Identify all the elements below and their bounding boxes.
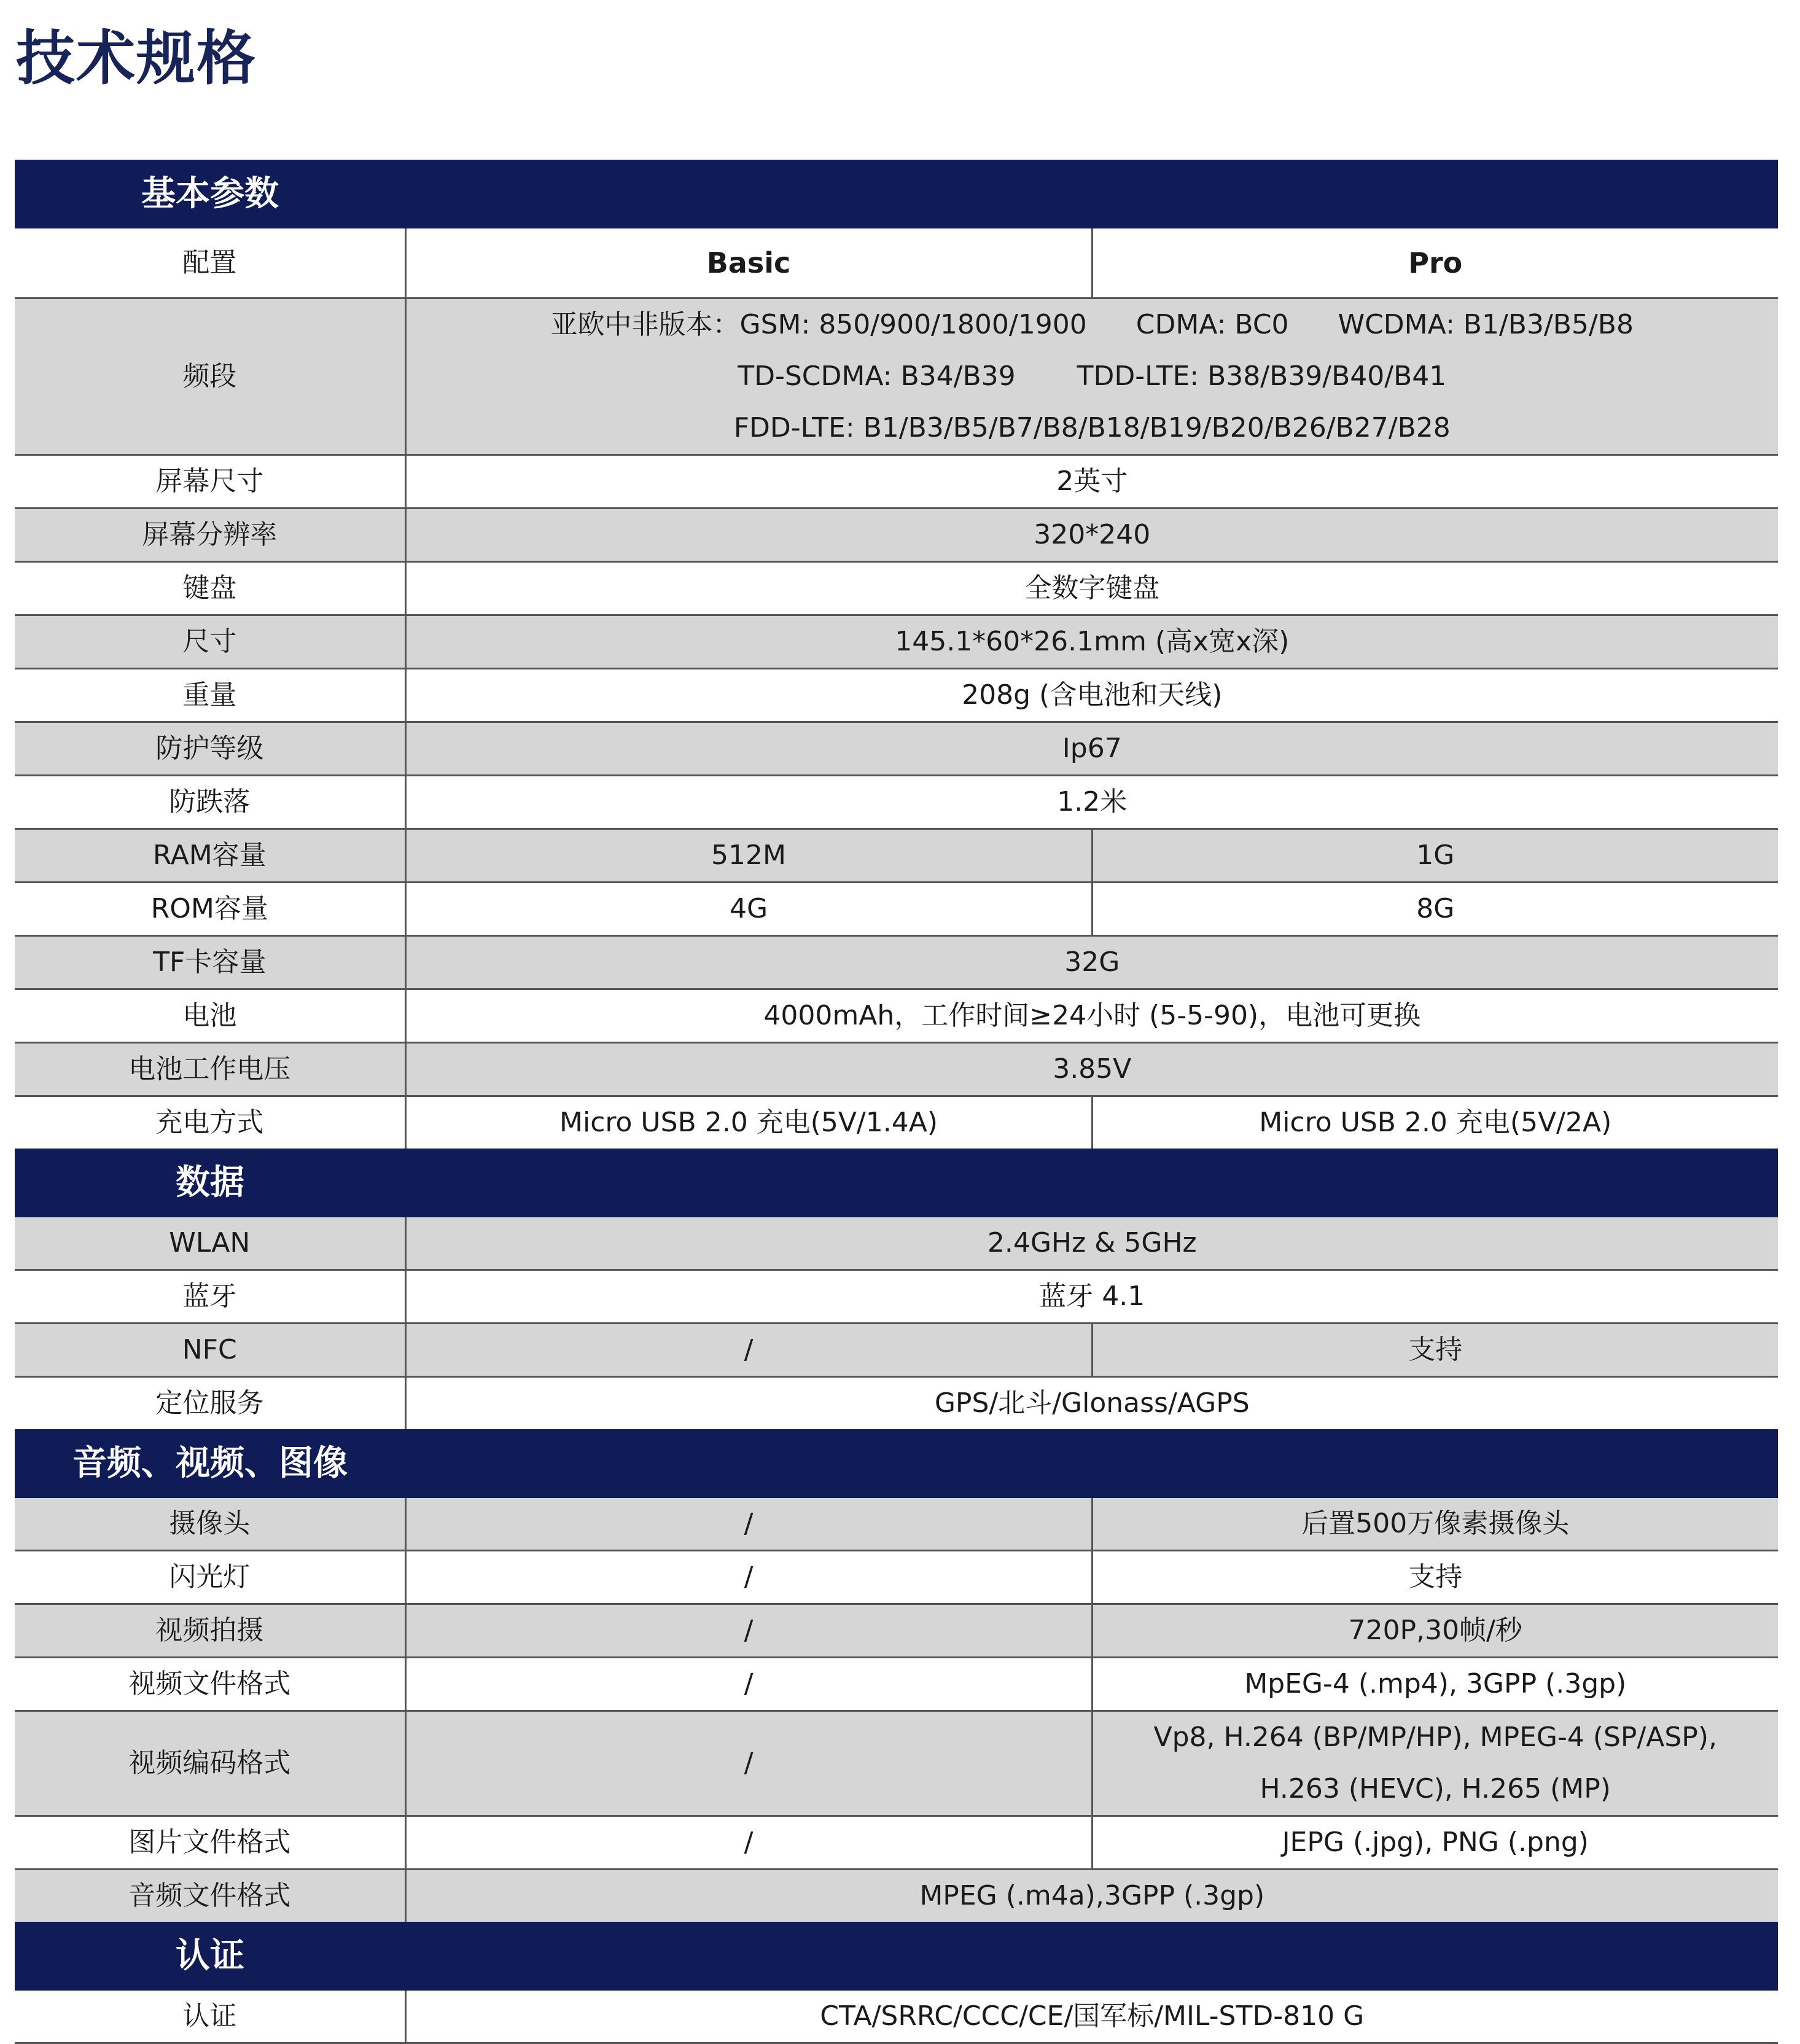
row-label: 尺寸: [15, 615, 405, 668]
column-header-pro: Pro: [1092, 228, 1778, 298]
row-value: 2英寸: [405, 454, 1778, 508]
table-row: [15, 935, 1778, 989]
band-cdma: CDMA: BC0: [1136, 308, 1289, 340]
band-tdd-lte: TDD-LTE: B38/B39/B40/B41: [1077, 360, 1447, 392]
table-row: [15, 1096, 1778, 1149]
row-value: 145.1*60*26.1mm (高x宽x深): [405, 615, 1778, 668]
row-label: 屏幕尺寸: [15, 454, 405, 508]
table-row: [15, 615, 1778, 668]
row-value: GPS/北斗/Glonass/AGPS: [405, 1376, 1778, 1429]
table-row: [15, 1869, 1778, 1922]
table-row: [15, 1323, 1778, 1376]
table-row: [15, 1991, 1778, 2043]
value-pro: Micro USB 2.0 充电(5V/2A): [1092, 1096, 1778, 1149]
section-header-data: [15, 1149, 1778, 1217]
table-row: [15, 1604, 1778, 1657]
value-pro: 后置500万像素摄像头: [1092, 1498, 1778, 1551]
row-label: TF卡容量: [15, 935, 405, 989]
value-pro: 支持: [1092, 1550, 1778, 1604]
value-basic: /: [405, 1657, 1092, 1710]
value-basic: /: [405, 1604, 1092, 1657]
row-label: 摄像头: [15, 1498, 405, 1551]
row-value: CTA/SRRC/CCC/CE/国军标/MIL-STD-810 G: [405, 1991, 1778, 2043]
row-value: 32G: [405, 935, 1778, 989]
table-row: [15, 1550, 1778, 1604]
row-value: 1.2米: [405, 775, 1778, 829]
value-basic: /: [405, 1498, 1092, 1551]
row-label: 视频文件格式: [15, 1657, 405, 1710]
row-label: 闪光灯: [15, 1550, 405, 1604]
table-row: [15, 508, 1778, 561]
section-header-media: [15, 1429, 1778, 1498]
table-row: [15, 1042, 1778, 1096]
row-label: 频段: [15, 298, 405, 454]
row-label: 视频拍摄: [15, 1604, 405, 1657]
row-value: 4000mAh，工作时间≥24小时 (5-5-90)，电池可更换: [405, 989, 1778, 1042]
value-basic: /: [405, 1550, 1092, 1604]
row-value: 3.85V: [405, 1042, 1778, 1096]
codec-line-2: H.263 (HEVC), H.265 (MP): [1260, 1773, 1611, 1804]
row-value: 208g (含电池和天线): [405, 668, 1778, 722]
band-gsm: 亚欧中非版本：GSM: 850/900/1800/1900: [550, 308, 1087, 340]
band-td-scdma: TD-SCDMA: B34/B39: [738, 360, 1016, 392]
value-pro: MpEG-4 (.mp4), 3GPP (.3gp): [1092, 1657, 1778, 1710]
row-label: 电池: [15, 989, 405, 1042]
row-label: 防跌落: [15, 775, 405, 829]
row-label: ROM容量: [15, 882, 405, 935]
table-row: [15, 882, 1778, 935]
codec-line-1: Vp8, H.264 (BP/MP/HP), MPEG-4 (SP/ASP),: [1153, 1721, 1717, 1753]
value-basic: /: [405, 1710, 1092, 1816]
table-row: [15, 722, 1778, 775]
row-value: [405, 298, 1778, 454]
table-row: [15, 1376, 1778, 1429]
table-row: [15, 1217, 1778, 1270]
section-title: 音频、视频、图像: [72, 1443, 348, 1483]
value-pro: 8G: [1092, 882, 1778, 935]
row-label: 定位服务: [15, 1376, 405, 1429]
row-label: WLAN: [15, 1217, 405, 1270]
band-wcdma: WCDMA: B1/B3/B5/B8: [1338, 308, 1634, 340]
table-row: [15, 1657, 1778, 1710]
row-value: MPEG (.m4a),3GPP (.3gp): [405, 1869, 1778, 1922]
row-label: 蓝牙: [15, 1270, 405, 1323]
value-basic: /: [405, 1816, 1092, 1869]
band-fdd-lte: FDD-LTE: B1/B3/B5/B7/B8/B18/B19/B20/B26/B27/B28: [733, 412, 1451, 443]
value-basic: /: [405, 1323, 1092, 1376]
row-value: 320*240: [405, 508, 1778, 561]
row-label: 视频编码格式: [15, 1710, 405, 1816]
section-header-cert: [15, 1922, 1778, 1991]
value-pro: 720P,30帧/秒: [1092, 1604, 1778, 1657]
row-label: RAM容量: [15, 829, 405, 882]
value-pro: [1092, 1710, 1778, 1816]
spec-table: [15, 160, 1778, 2044]
table-row: [15, 561, 1778, 615]
table-row: [15, 1816, 1778, 1869]
table-row: [15, 668, 1778, 722]
table-row: [15, 989, 1778, 1042]
row-label: 电池工作电压: [15, 1042, 405, 1096]
value-pro: 1G: [1092, 829, 1778, 882]
page-title: 技术规格: [16, 24, 257, 93]
row-label: 重量: [15, 668, 405, 722]
table-row: [15, 298, 1778, 454]
row-label: 配置: [15, 228, 405, 298]
table-row: [15, 454, 1778, 508]
row-label: 充电方式: [15, 1096, 405, 1149]
row-value: Ip67: [405, 722, 1778, 775]
column-header-basic: Basic: [405, 228, 1092, 298]
row-value: 全数字键盘: [405, 561, 1778, 615]
section-title: 数据: [176, 1162, 244, 1203]
table-row: [15, 1498, 1778, 1551]
row-label: NFC: [15, 1323, 405, 1376]
section-header-basic: [15, 160, 1778, 228]
section-title: 认证: [176, 1935, 244, 1976]
row-label: 认证: [15, 1991, 405, 2043]
value-pro: JEPG (.jpg), PNG (.png): [1092, 1816, 1778, 1869]
row-label: 屏幕分辨率: [15, 508, 405, 561]
table-header-row: [15, 228, 1778, 298]
table-row: [15, 1270, 1778, 1323]
table-row: [15, 1710, 1778, 1816]
table-row: [15, 775, 1778, 829]
row-label: 键盘: [15, 561, 405, 615]
row-label: 图片文件格式: [15, 1816, 405, 1869]
section-title: 基本参数: [141, 174, 279, 214]
row-label: 防护等级: [15, 722, 405, 775]
row-value: 蓝牙 4.1: [405, 1270, 1778, 1323]
value-basic: Micro USB 2.0 充电(5V/1.4A): [405, 1096, 1092, 1149]
row-label: 音频文件格式: [15, 1869, 405, 1922]
table-row: [15, 829, 1778, 882]
value-pro: 支持: [1092, 1323, 1778, 1376]
value-basic: 4G: [405, 882, 1092, 935]
row-value: 2.4GHz & 5GHz: [405, 1217, 1778, 1270]
value-basic: 512M: [405, 829, 1092, 882]
